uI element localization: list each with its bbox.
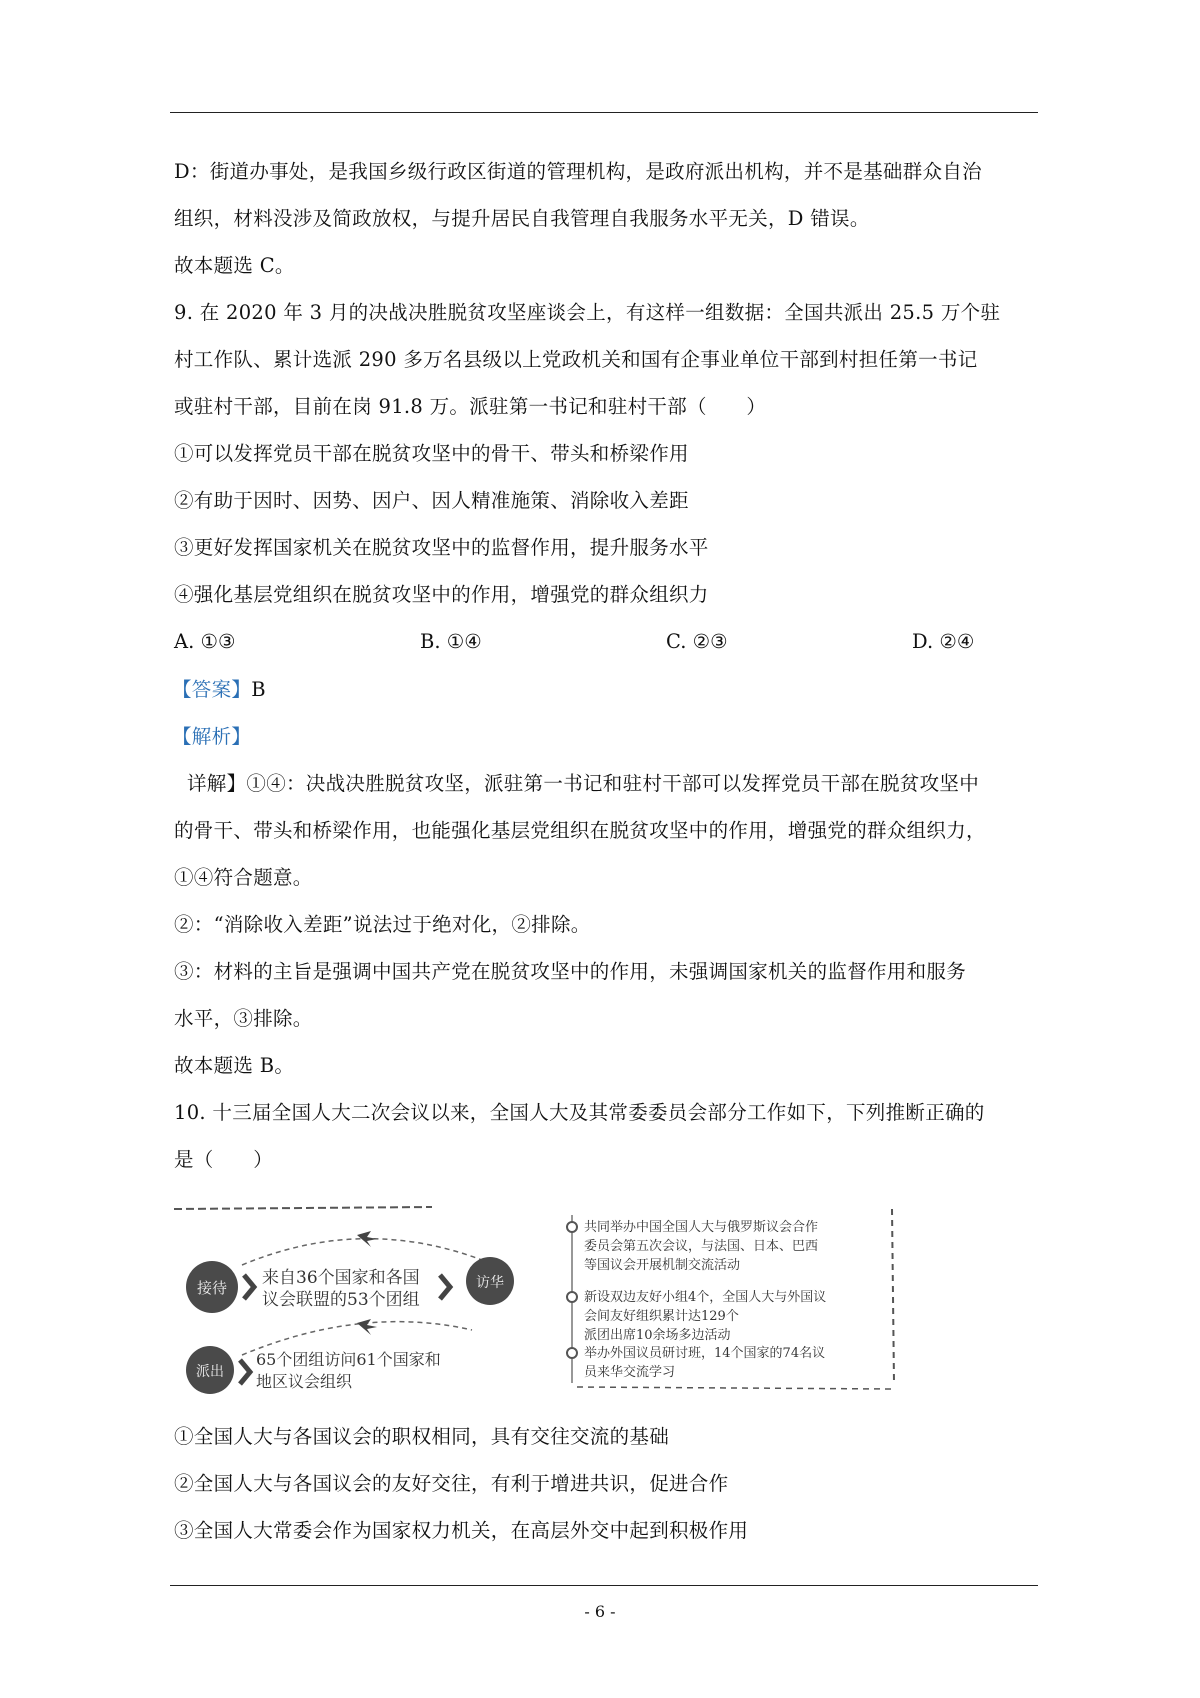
statement-1: ①可以发挥党员干部在脱贫攻坚中的骨干、带头和桥梁作用	[174, 442, 689, 465]
answer-value: B	[251, 678, 266, 701]
timeline-text: 新设双边友好小组4个，全国人大与外国议	[584, 1290, 827, 1305]
npc-diplomacy-figure	[172, 1205, 900, 1400]
dispatch-text: 地区议会组织	[256, 1372, 353, 1391]
timeline-text: 共同举办中国全国人大与俄罗斯议会合作	[584, 1220, 819, 1235]
page-number: - 6 -	[584, 1602, 616, 1621]
plane-icon	[357, 1319, 377, 1335]
text-line: 故本题选 C。	[174, 254, 295, 277]
explain-line: ②：“消除收入差距”说法过于绝对化，②排除。	[174, 913, 591, 936]
timeline-text: 委员会第五次会议，与法国、日本、巴西	[584, 1239, 819, 1254]
question-10-line: 10. 十三届全国人大二次会议以来，全国人大及其常委委员会部分工作如下，下列推断正确的	[174, 1101, 985, 1124]
analysis-tag: 【解析】	[172, 725, 252, 748]
footer-rule	[170, 1585, 1038, 1586]
chevron-icon	[440, 1275, 450, 1299]
question-9-line: 或驻村干部，目前在岗 91.8 万。派驻第一书记和驻村干部（ ）	[174, 395, 767, 418]
right-dashed-border	[892, 1209, 894, 1383]
chevron-icon	[240, 1360, 250, 1384]
timeline-dot	[567, 1292, 577, 1302]
statement-2: ②有助于因时、因势、因户、因人精准施策、消除收入差距	[174, 489, 689, 512]
statement-1: ①全国人大与各国议会的职权相同，具有交往交流的基础	[174, 1425, 670, 1448]
top-dashed-border	[174, 1207, 432, 1209]
question-10-line: 是（ ）	[174, 1148, 274, 1171]
option-b: B. ①④	[420, 630, 482, 653]
explain-line: 故本题选 B。	[174, 1054, 295, 1077]
header-rule	[170, 112, 1038, 113]
statement-2: ②全国人大与各国议会的友好交往，有利于增进共识，促进合作	[174, 1472, 729, 1495]
timeline-text: 举办外国议员研讨班，14个国家的74名议	[584, 1346, 826, 1361]
dispatch-text: 65个团组访问61个国家和	[256, 1350, 441, 1369]
answer-line	[172, 678, 266, 702]
explain-line: 详解】①④：决战决胜脱贫攻坚，派驻第一书记和驻村干部可以发挥党员干部在脱贫攻坚中	[187, 772, 980, 795]
option-a: A. ①③	[174, 630, 236, 653]
question-9-line: 9. 在 2020 年 3 月的决战决胜脱贫攻坚座谈会上，有这样一组数据：全国共派出 25.5 万个驻	[174, 301, 1001, 324]
bottom-dashed-border	[577, 1387, 892, 1389]
text-line: 组织，材料没涉及简政放权，与提升居民自我管理自我服务水平无关，D 错误。	[174, 207, 870, 230]
statement-3: ③更好发挥国家机关在脱贫攻坚中的监督作用，提升服务水平	[174, 536, 709, 559]
explain-line: ③：材料的主旨是强调中国共产党在脱贫攻坚中的作用，未强调国家机关的监督作用和服务	[174, 960, 967, 983]
timeline-dot	[567, 1222, 577, 1232]
arc-arrow	[242, 1239, 482, 1265]
chevron-icon	[244, 1275, 254, 1299]
option-d: D. ②④	[912, 630, 975, 653]
reception-label: 接待	[196, 1279, 228, 1297]
explain-line: 水平，③排除。	[174, 1007, 313, 1030]
statement-4: ④强化基层党组织在脱贫攻坚中的作用，增强党的群众组织力	[174, 583, 709, 606]
explain-line: ①④符合题意。	[174, 866, 313, 889]
visit-label: 访华	[476, 1275, 504, 1291]
reception-text: 来自36个国家和各国	[262, 1268, 420, 1288]
timeline-text: 员来华交流学习	[584, 1365, 676, 1380]
text-line: D：街道办事处，是我国乡级行政区街道的管理机构，是政府派出机构，并不是基础群众自治	[174, 160, 982, 183]
answer-tag: 【答案】	[172, 678, 252, 701]
timeline-text: 会间友好组织累计达129个	[584, 1309, 739, 1324]
dispatch-label: 派出	[196, 1364, 224, 1380]
timeline-text: 等国议会开展机制交流活动	[584, 1258, 741, 1273]
explain-line: 的骨干、带头和桥梁作用，也能强化基层党组织在脱贫攻坚中的作用，增强党的群众组织力，	[174, 819, 986, 842]
timeline-text: 派团出席10余场多边活动	[584, 1328, 731, 1343]
option-c: C. ②③	[666, 630, 728, 653]
question-9-line: 村工作队、累计选派 290 多万名县级以上党政机关和国有企事业单位干部到村担任第一书记	[174, 348, 978, 371]
timeline-dot	[567, 1348, 577, 1358]
statement-3: ③全国人大常委会作为国家权力机关，在高层外交中起到积极作用	[174, 1519, 749, 1542]
reception-text: 议会联盟的53个团组	[262, 1290, 420, 1310]
